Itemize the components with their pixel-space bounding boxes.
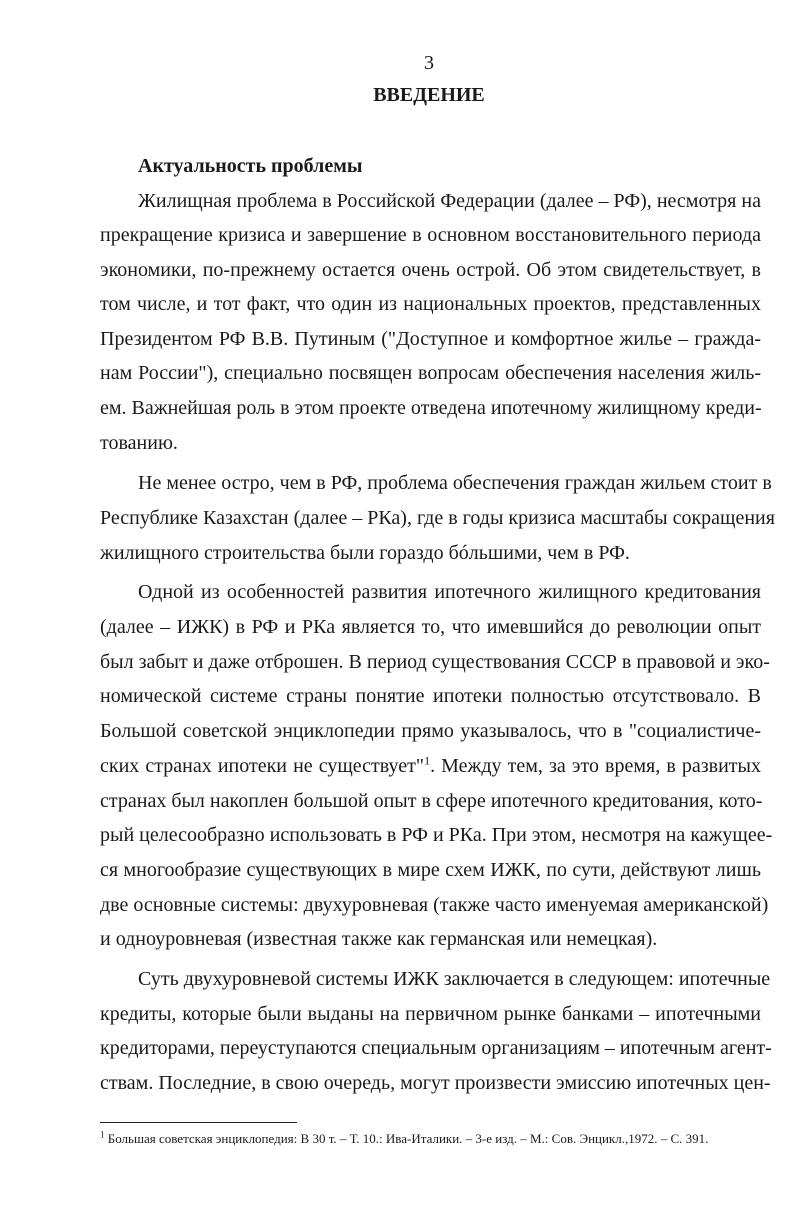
text-line: и одноуровневая (известная также как германская или немецкая). (100, 928, 658, 950)
text-line: Суть двухуровневой системы ИЖК заключается в следующем: ипотечные (138, 968, 771, 990)
text-line: Президентом РФ В.В. Путиным ("Доступное и комфортное жилье – гражда- (100, 328, 761, 350)
footnote-marker: 1 (100, 1129, 105, 1140)
text-line: кредиторами, переуступаются специальным организациям – ипотечным агент- (100, 1037, 772, 1059)
text-line: тованию. (100, 432, 178, 454)
section-heading: ВВЕДЕНИЕ (373, 84, 485, 106)
text-line: ем. Важнейшая роль в этом проекте отведена ипотечному жилищному креди- (100, 397, 762, 419)
text-line: ся многообразие существующих в мире схем ИЖК, по сути, действуют лишь (100, 859, 761, 881)
subsection-heading: Актуальность проблемы (138, 155, 363, 177)
text-fragment: . Между тем, за это время, в развитых (430, 755, 761, 777)
text-line: прекращение кризиса и завершение в основном восстановительного периода (100, 224, 761, 246)
page-number: 3 (424, 52, 434, 74)
text-line: ствам. Последние, в свою очередь, могут произвести эмиссию ипотечных цен- (100, 1072, 771, 1094)
footnote-divider (100, 1122, 297, 1123)
text-line: нам России"), специально посвящен вопросам обеспечения населения жиль- (100, 362, 761, 384)
text-line: Не менее остро, чем в РФ, проблема обеспечения граждан жильем стоит в (138, 472, 772, 494)
text-line: странах был накоплен большой опыт в сфере ипотечного кредитования, кото- (100, 790, 763, 812)
text-line: кредиты, которые были выданы на первичном рынке банками – ипотечными (100, 1003, 761, 1025)
text-line: рый целесообразно использовать в РФ и РКа. При этом, несмотря на кажущее- (100, 824, 773, 846)
text-line: Одной из особенностей развития ипотечного жилищного кредитования (138, 581, 761, 603)
text-line: номической системе страны понятие ипотеки полностью отсутствовало. В (100, 685, 761, 707)
footnote (100, 1130, 708, 1148)
text-line: экономики, по-прежнему остается очень острой. Об этом свидетельствует, в (100, 259, 761, 281)
text-line: том числе, и тот факт, что один из национальных проектов, представленных (100, 293, 761, 315)
text-line: Большой советской энциклопедии прямо указывалось, что в "социалистиче- (100, 720, 761, 742)
text-line: Жилищная проблема в Российской Федерации (далее – РФ), несмотря на (138, 190, 761, 212)
text-line: был забыт и даже отброшен. В период существования СССР в правовой и эко- (100, 651, 770, 673)
text-fragment: ских странах ипотеки не существует" (100, 755, 425, 777)
text-line: Республике Казахстан (далее – РКа), где в годы кризиса масштабы сокращения (100, 507, 775, 529)
text-line: две основные системы: двухуровневая (также часто именуемая американской) (100, 894, 769, 916)
footnote-text: Большая советская энциклопедия: В 30 т. – Т. 10.: Ива-Италики. – 3-е изд. – М.: Сов. Энцикл.,1972. – С. 391. (107, 1131, 709, 1146)
footnote-reference: 1 (424, 753, 431, 768)
text-line-with-footnote (100, 753, 761, 779)
text-line: (далее – ИЖК) в РФ и РКа является то, что имевшийся до революции опыт (100, 616, 761, 638)
text-line: жилищного строительства были гораздо бóльшими, чем в РФ. (100, 542, 630, 564)
